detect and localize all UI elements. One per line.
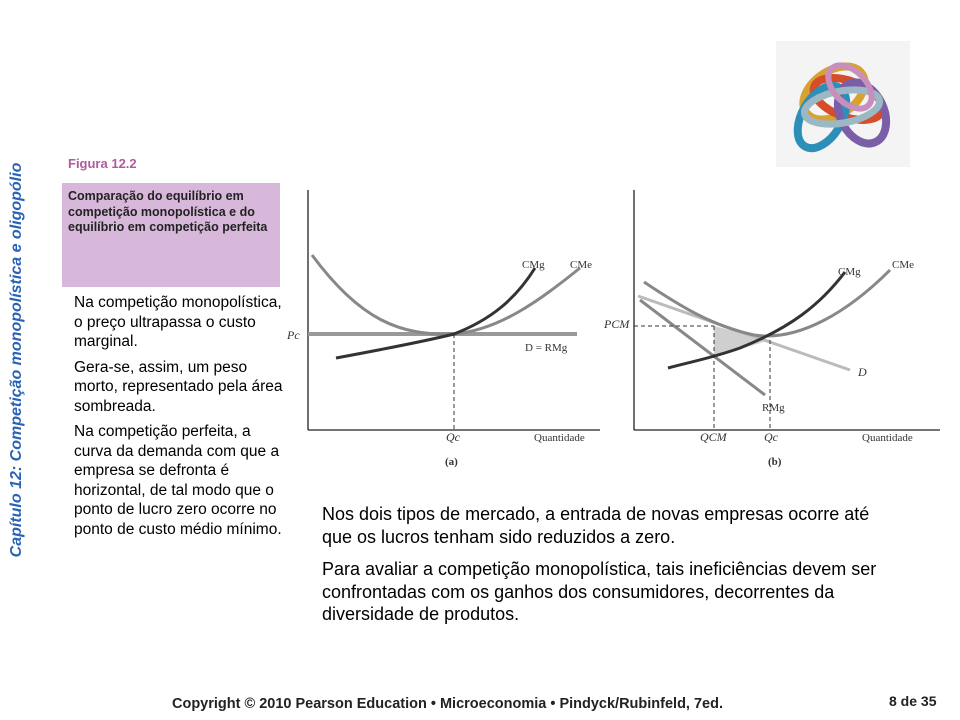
graph-b-qc-label: Qc [764, 430, 778, 444]
graph-b-x-label: Quantidade [862, 432, 913, 444]
left-bullet-list [74, 293, 290, 545]
main-text-block [322, 503, 902, 636]
graph-a-cme-label: CMe [570, 259, 592, 271]
figure-label: Figura 12.2 [68, 156, 137, 171]
graph-b-cme-curve [644, 270, 890, 336]
graph-a-x-label: Quantidade [534, 432, 585, 444]
chapter-title-text: Capítulo 12: Competição monopolística e oligopólio [8, 162, 25, 558]
rings-logo-image [776, 41, 910, 167]
page-number: 8 de 35 [889, 693, 937, 709]
graph-a-price-label: Pc [287, 328, 300, 342]
left-bullet-2: Gera-se, assim, um peso morto, representado pela área sombreada. [74, 358, 283, 415]
graph-b-cmg-curve [668, 272, 845, 368]
graph-b-price-label: PCM [604, 317, 630, 331]
left-bullet-3: Na competição perfeita, a curva da demanda com que a empresa se defronta é horizontal, de tal modo que o ponto de lucro zero ocorre no ponto de custo médio mínimo. [74, 423, 282, 538]
graph-b-cmg-label: CMg [838, 266, 861, 278]
graph-a-cmg-curve [336, 268, 535, 358]
graph-a-qc-label: Qc [446, 430, 460, 444]
graph-a-demand-label: D = RMg [525, 342, 568, 354]
graph-a-cmg-label: CMg [522, 259, 545, 271]
main-paragraph-2: Para avaliar a competição monopolística, tais ineficiências devem ser confrontadas com os ganhos dos consumidores, decorrentes da diversidade de produtos. [322, 559, 877, 624]
graph-b-cme-label: CMe [892, 259, 914, 271]
graph-b-demand-label: D [858, 365, 867, 379]
graph-b-panel-label: (b) [768, 456, 782, 468]
rings-logo-graphic [776, 41, 910, 167]
graph-b-qcm-label: QCM [700, 430, 727, 444]
graph-a-panel-label: (a) [445, 456, 458, 468]
figure-caption: Comparação do equilíbrio em competição monopolística e do equilíbrio em competição perfeita [62, 183, 280, 287]
graph-b-mr-label: RMg [762, 402, 785, 414]
equilibrium-diagrams [284, 178, 960, 478]
diagrams-svg [284, 178, 960, 478]
footer-copyright: Copyright © 2010 Pearson Education • Microeconomia • Pindyck/Rubinfeld, 7ed. [172, 696, 724, 712]
graph-b [603, 190, 940, 468]
graph-b-mr-line [640, 300, 765, 395]
left-bullet-1: Na competição monopolística, o preço ultrapassa o custo marginal. [74, 294, 282, 350]
graph-a [286, 190, 600, 468]
chapter-sidebar-title [0, 0, 34, 720]
main-paragraph-1: Nos dois tipos de mercado, a entrada de novas empresas ocorre até que os lucros tenham sido reduzidos a zero. [322, 504, 870, 547]
